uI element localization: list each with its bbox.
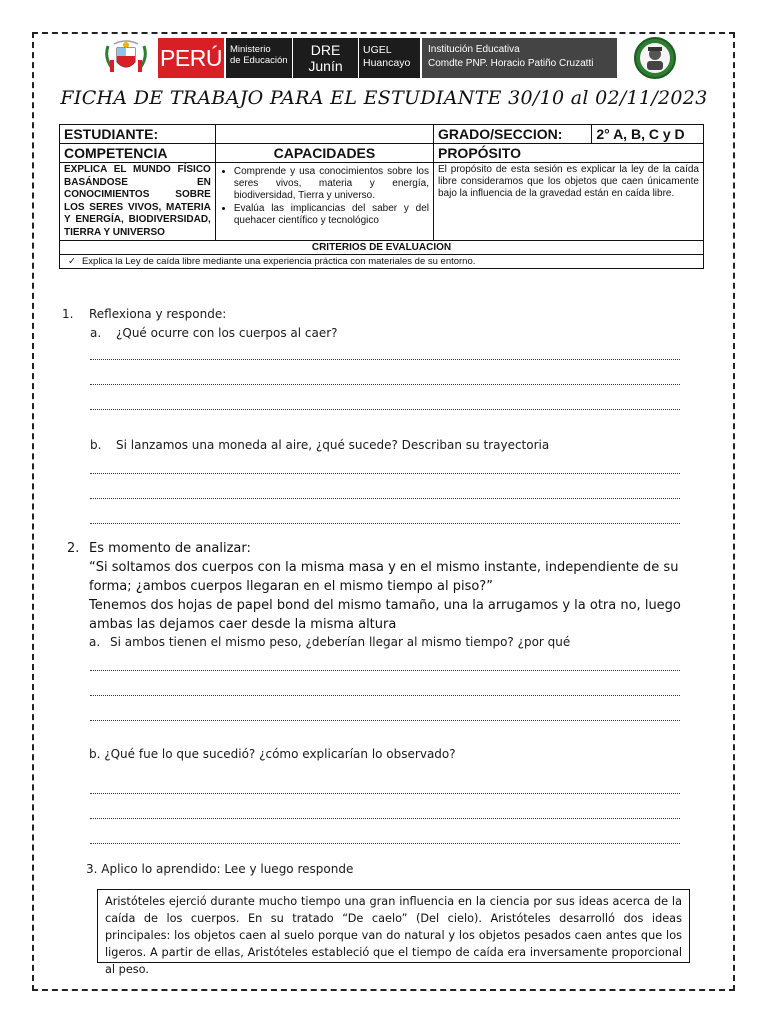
q1a-label: a. [90, 326, 102, 340]
q2a-label: a. [89, 635, 101, 649]
answer-line[interactable] [90, 720, 680, 721]
ministerio-logo: Ministerio de Educación [224, 38, 292, 78]
school-crest-icon [633, 36, 677, 80]
student-label: ESTUDIANTE: [60, 125, 216, 144]
answer-line[interactable] [90, 818, 680, 819]
competencia-header: COMPETENCIA [60, 144, 216, 163]
check-icon: ✓ [68, 256, 76, 267]
peru-logo: PERÚ [158, 38, 224, 78]
answer-line[interactable] [90, 523, 680, 524]
answer-line[interactable] [90, 409, 680, 410]
answer-line[interactable] [90, 473, 680, 474]
answer-line[interactable] [90, 670, 680, 671]
q1-text: Reflexiona y responde: [89, 307, 227, 321]
national-shield-icon [100, 38, 152, 78]
student-field[interactable] [215, 125, 433, 144]
capacidad-item: • Comprende y usa conocimientos sobre los seres vivos, materia y energía, biodiversidad, Tierra y universo. [234, 166, 429, 202]
q2b-text: b. ¿Qué fue lo que sucedió? ¿cómo explicarían lo observado? [89, 747, 456, 761]
q1b-label: b. [90, 438, 102, 452]
reading-box: Aristóteles ejerció durante mucho tiempo una gran influencia en la ciencia por sus ideas acerca de la caída de los cuerpos. En su tratado “De caelo” (Del cielo). Aristóteles desarrolló dos ideas principales: los objetos caen al suelo porque van do natural y los objetos pesados caen antes que los ligeros. A partir de ellas, Aristóteles estableció que el tiempo de caída era inversamente proporcional al peso. [97, 889, 690, 963]
q1b-text: Si lanzamos una moneda al aire, ¿qué sucede? Describan su trayectoria [116, 438, 550, 452]
criterio-row [60, 255, 704, 269]
competencia-text: EXPLICA EL MUNDO FÍSICO BASÁNDOSE EN CONOCIMIENTOS SOBRE LOS SERES VIVOS, MATERIA Y ENERGÍA, BIODIVERSIDAD, TIERRA Y UNIVERSO [60, 163, 216, 241]
grade-value: 2° A, B, C y D [592, 125, 704, 144]
dre-logo: DRE Junín [292, 38, 358, 78]
answer-line[interactable] [90, 384, 680, 385]
capacidades-list [215, 163, 433, 241]
info-table [59, 124, 704, 269]
header-banner [100, 38, 617, 78]
answer-line[interactable] [90, 695, 680, 696]
q1a-text: ¿Qué ocurre con los cuerpos al caer? [116, 326, 338, 340]
page-title: FICHA DE TRABAJO PARA EL ESTUDIANTE 30/10 al 02/11/2023 [60, 87, 708, 109]
q2a-text: Si ambos tienen el mismo peso, ¿deberían llegar al mismo tiempo? ¿por qué [110, 635, 571, 649]
answer-line[interactable] [90, 793, 680, 794]
institution-name: Institución Educativa Comdte PNP. Horacio Patiño Cruzatti [420, 38, 617, 78]
answer-line[interactable] [90, 843, 680, 844]
q2-number: 2. [67, 541, 80, 556]
answer-line[interactable] [90, 498, 680, 499]
ugel-logo: UGEL Huancayo [358, 38, 420, 78]
proposito-header: PROPÓSITO [433, 144, 703, 163]
grade-label: GRADO/SECCION: [433, 125, 591, 144]
q2-setup: Tenemos dos hojas de papel bond del mismo tamaño, una la arrugamos y la otra no, luego ambas las dejamos caer desde la misma altura [89, 598, 681, 632]
capacidades-header: CAPACIDADES [215, 144, 433, 163]
q2-text: Es momento de analizar: [89, 541, 251, 556]
criterios-header: CRITERIOS DE EVALUACION [60, 241, 704, 255]
proposito-text: El propósito de esta sesión es explicar la ley de la caída libre consideramos que los objetos que caen únicamente bajo la influencia de la gravedad están en caída libre. [433, 163, 703, 241]
capacidad-item: • Evalúa las implicancias del saber y del quehacer científico y tecnológico [234, 203, 429, 227]
q1-number: 1. [62, 307, 74, 321]
q3-text: 3. Aplico lo aprendido: Lee y luego responde [86, 862, 354, 876]
criterio-text: Explica la Ley de caída libre mediante una experiencia práctica con materiales de su entorno. [81, 256, 476, 267]
answer-line[interactable] [90, 359, 680, 360]
q2-quote: “Si soltamos dos cuerpos con la misma masa y en el mismo instante, independiente de su forma; ¿ambos cuerpos llegaran en el mismo tiempo al piso?” [89, 560, 679, 594]
